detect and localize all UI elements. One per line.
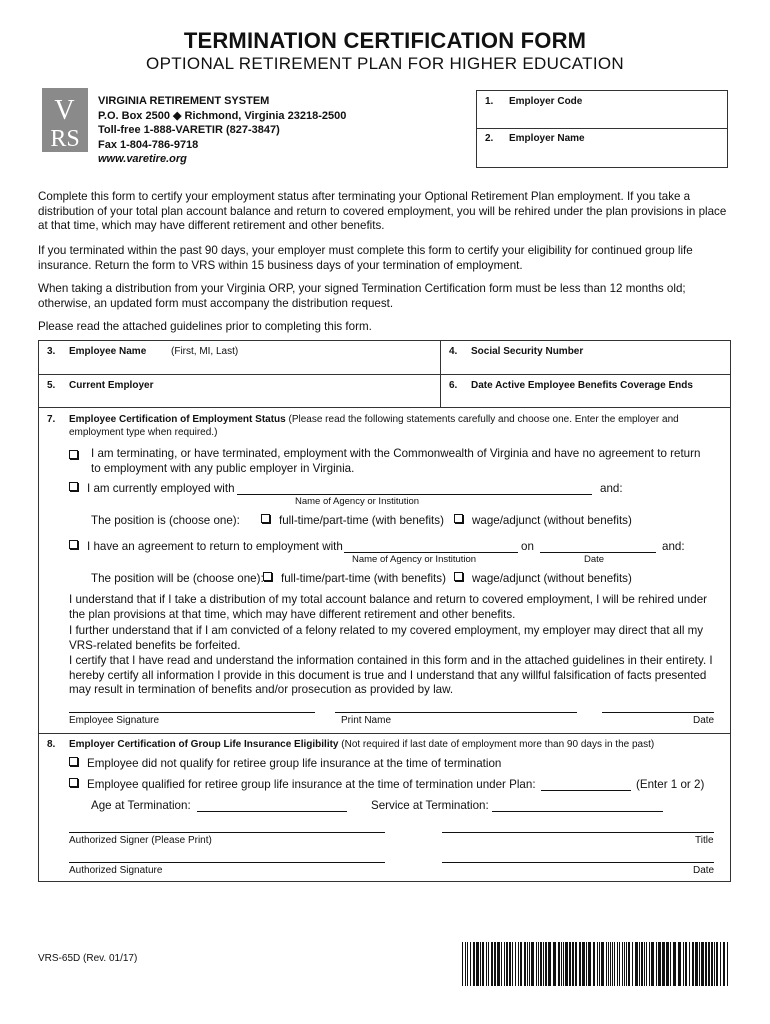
checkbox-wage-2[interactable]	[454, 572, 463, 581]
option-not-returning	[69, 447, 709, 476]
option-currently-employed	[69, 482, 235, 497]
on-text: on	[521, 540, 534, 553]
current-employer-label: Current Employer	[69, 380, 154, 391]
and-text-2: and:	[662, 540, 685, 553]
signer-title-line[interactable]	[442, 832, 714, 833]
employee-name-field[interactable]	[39, 341, 440, 374]
section-8-title: Employer Certification of Group Life Insurance Eligibility	[69, 739, 339, 750]
signer-title-label: Title	[695, 835, 714, 846]
employer-code-label: Employer Code	[509, 96, 583, 107]
agency-name: VIRGINIA RETIREMENT SYSTEM	[98, 95, 270, 107]
date-caption: Date	[584, 554, 605, 565]
field-2-number: 2.	[485, 133, 494, 144]
agency-caption-2: Name of Agency or Institution	[352, 554, 477, 565]
section-8-note: (Not required if last date of employment more than 90 days in the past)	[338, 739, 655, 750]
employer-box	[476, 90, 728, 168]
option-wage-1	[454, 514, 632, 529]
option-currently-employed-text: I am currently employed with	[87, 482, 235, 495]
checkbox-return-agreement[interactable]	[69, 540, 78, 549]
section-8-number: 8.	[47, 739, 56, 750]
section-7-note: (Please read the following statements carefully and choose one. Enter the employer and employment type when required.)	[69, 414, 679, 438]
position-will-be-text: The position will be (choose one):	[91, 572, 264, 585]
checkbox-not-returning[interactable]	[69, 450, 78, 459]
return-agency-input[interactable]	[344, 552, 518, 553]
coverage-end-date-field[interactable]	[441, 375, 730, 407]
field-6-number: 6.	[449, 380, 458, 391]
employer-name-label: Employer Name	[509, 133, 585, 144]
signature-date-label: Date	[693, 865, 715, 876]
ssn-label: Social Security Number	[471, 346, 584, 357]
employee-date-line[interactable]	[602, 712, 714, 713]
employer-name-field[interactable]	[477, 129, 727, 167]
service-label: Service at Termination:	[371, 799, 489, 812]
coverage-end-label: Date Active Employee Benefits Coverage Ends	[471, 380, 693, 391]
employee-name-hint: (First, MI, Last)	[171, 346, 239, 357]
field-3-number: 3.	[47, 346, 56, 357]
statement-certify: I certify that I have read and understand the information contained in this form and in the attached guidelines in their entirety. I hereby certify all information I provide in this document is true and I understand that any willful falsification of facts presented may result in termination of benefits and/or prosecution as provided by law.	[69, 654, 713, 696]
qualified-text: Employee qualified for retiree group life insurance at the time of termination under Plan:	[87, 778, 536, 791]
website: www.varetire.org	[98, 153, 187, 165]
age-label: Age at Termination:	[91, 799, 191, 812]
vrs-logo	[42, 88, 88, 152]
svg-text:V: V	[54, 95, 76, 126]
wage-text-1: wage/adjunct (without benefits)	[472, 514, 632, 527]
employee-signature-line[interactable]	[69, 712, 315, 713]
authorized-signature-label: Authorized Signature	[69, 865, 163, 876]
enter-plan-hint: (Enter 1 or 2)	[636, 778, 705, 791]
section-7-header	[69, 414, 719, 439]
checkbox-fulltime-2[interactable]	[263, 572, 272, 581]
intro-paragraph-4: Please read the attached guidelines prior to completing this form.	[38, 320, 372, 333]
employee-name-label: Employee Name	[69, 346, 147, 357]
statement-rehire: I understand that if I take a distribution of my total account balance and return to covered employment, I will be rehired under the plan provisions at that time, which may have different retirement and other benefits.	[69, 593, 708, 621]
statement-felony: I further understand that if I am convicted of a felony related to my covered employment, my employer may direct that all my VRS-related benefits be forfeited.	[69, 624, 704, 652]
section-8-header	[69, 739, 719, 750]
section-7-title: Employee Certification of Employment Status	[69, 414, 286, 425]
print-name-line[interactable]	[335, 712, 577, 713]
toll-free: Toll-free 1-888-VARETIR (827-3847)	[98, 124, 280, 136]
barcode-image	[462, 942, 728, 986]
field-5-number: 5.	[47, 380, 56, 391]
checkbox-wage-1[interactable]	[454, 514, 463, 523]
checkbox-fulltime-1[interactable]	[261, 514, 270, 523]
option-fulltime-1	[261, 514, 444, 529]
option-did-not-qualify	[69, 757, 501, 772]
option-return-agreement-text: I have an agreement to return to employment with	[87, 540, 343, 553]
form-id: VRS-65D (Rev. 01/17)	[38, 953, 138, 964]
divider	[39, 407, 730, 408]
main-form-box	[38, 340, 731, 882]
agency-name-input[interactable]	[237, 494, 592, 495]
print-name-label: Print Name	[341, 715, 392, 726]
did-not-qualify-text: Employee did not qualify for retiree group life insurance at the time of termination	[87, 757, 502, 770]
plan-number-input[interactable]	[541, 790, 631, 791]
section-7-number: 7.	[47, 414, 56, 425]
fulltime-text-2: full-time/part-time (with benefits)	[281, 572, 446, 585]
employer-code-field[interactable]	[477, 91, 727, 129]
po-box: P.O. Box 2500 ◆ Richmond, Virginia 23218-2500	[98, 109, 347, 122]
and-text-1: and:	[600, 482, 623, 495]
authorized-signer-label: Authorized Signer (Please Print)	[69, 835, 212, 846]
field-4-number: 4.	[449, 346, 458, 357]
fax: Fax 1-804-786-9718	[98, 138, 199, 151]
fulltime-text-1: full-time/part-time (with benefits)	[279, 514, 444, 527]
position-is-text: The position is (choose one):	[91, 514, 240, 527]
intro-paragraph-3: When taking a distribution from your Virginia ORP, your signed Termination Certification form must be less than 12 months old; otherwise, an updated form must accompany the distribution request.	[38, 282, 686, 310]
option-fulltime-2	[263, 572, 446, 587]
form-subtitle: OPTIONAL RETIREMENT PLAN FOR HIGHER EDUCATION	[146, 54, 624, 73]
authorized-signer-line[interactable]	[69, 832, 385, 833]
option-qualified	[69, 778, 536, 793]
checkbox-qualified[interactable]	[69, 778, 78, 787]
checkbox-did-not-qualify[interactable]	[69, 757, 78, 766]
svg-text:RS: RS	[50, 126, 80, 152]
option-wage-2	[454, 572, 632, 587]
form-title: TERMINATION CERTIFICATION FORM	[183, 28, 587, 53]
authorized-signature-line[interactable]	[69, 862, 385, 863]
option-not-returning-text: I am terminating, or have terminated, employment with the Commonwealth of Virginia and have no agreement to return to employment with any public employer in Virginia.	[91, 447, 701, 475]
agency-address	[98, 94, 346, 167]
option-return-agreement	[69, 540, 343, 555]
agency-caption-1: Name of Agency or Institution	[295, 496, 420, 507]
intro-paragraph-2: If you terminated within the past 90 days, your employer must complete this form to certify your eligibility for continued group life insurance. Return the form to VRS within 15 business days of your termination of employment.	[38, 244, 693, 272]
age-input[interactable]	[197, 811, 347, 812]
signature-date-line[interactable]	[442, 862, 714, 863]
employee-date-label: Date	[693, 715, 715, 726]
wage-text-2: wage/adjunct (without benefits)	[472, 572, 632, 585]
service-input[interactable]	[492, 811, 663, 812]
checkbox-currently-employed[interactable]	[69, 482, 78, 491]
divider	[39, 733, 730, 734]
field-1-number: 1.	[485, 96, 494, 107]
employee-signature-label: Employee Signature	[69, 715, 160, 726]
ssn-field[interactable]	[441, 341, 730, 374]
return-date-input[interactable]	[540, 552, 656, 553]
intro-paragraph-1: Complete this form to certify your employment status after terminating your Optional Retirement Plan employment. If you take a distribution of your total plan account balance and return to covered employment, you will be rehired under the plan provisions in place at that time, which may have different retirement and other benefits.	[38, 190, 727, 232]
current-employer-field[interactable]	[39, 375, 440, 407]
